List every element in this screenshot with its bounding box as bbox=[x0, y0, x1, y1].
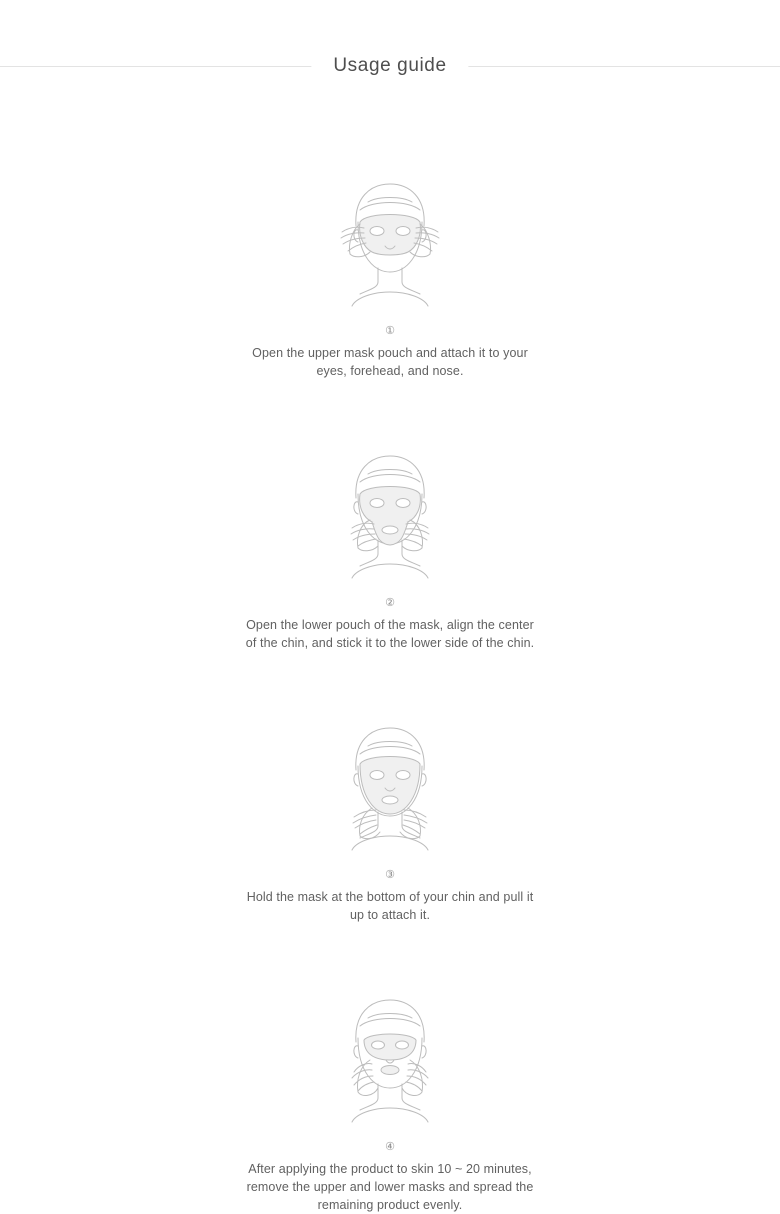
usage-step-2-text: Open the lower pouch of the mask, align the center of the chin, and stick it to the lower side of the chin. bbox=[245, 618, 535, 650]
usage-step-1-illustration bbox=[290, 174, 490, 314]
page-header bbox=[0, 0, 780, 96]
usage-step-2-illustration bbox=[290, 446, 490, 586]
usage-step-1-number: ① bbox=[385, 325, 395, 337]
usage-step-2 bbox=[0, 380, 780, 652]
usage-step-4-text: After applying the product to skin 10 ~ 20 minutes, remove the upper and lower masks and spread the remaining product evenly. bbox=[246, 1162, 534, 1212]
usage-step-3-text: Hold the mask at the bottom of your chin and pull it up to attach it. bbox=[246, 890, 534, 922]
usage-step-1 bbox=[0, 96, 780, 380]
usage-step-2-number: ② bbox=[385, 597, 395, 609]
usage-step-4 bbox=[0, 924, 780, 1214]
page-title: Usage guide bbox=[311, 52, 468, 80]
usage-step-3-illustration bbox=[290, 718, 490, 858]
usage-step-3-number: ③ bbox=[385, 869, 395, 881]
usage-step-3 bbox=[0, 652, 780, 924]
usage-steps-list bbox=[0, 96, 780, 1214]
usage-step-4-illustration bbox=[290, 990, 490, 1130]
usage-step-1-text: Open the upper mask pouch and attach it to your eyes, forehead, and nose. bbox=[252, 346, 528, 378]
usage-step-4-number: ④ bbox=[385, 1141, 395, 1153]
